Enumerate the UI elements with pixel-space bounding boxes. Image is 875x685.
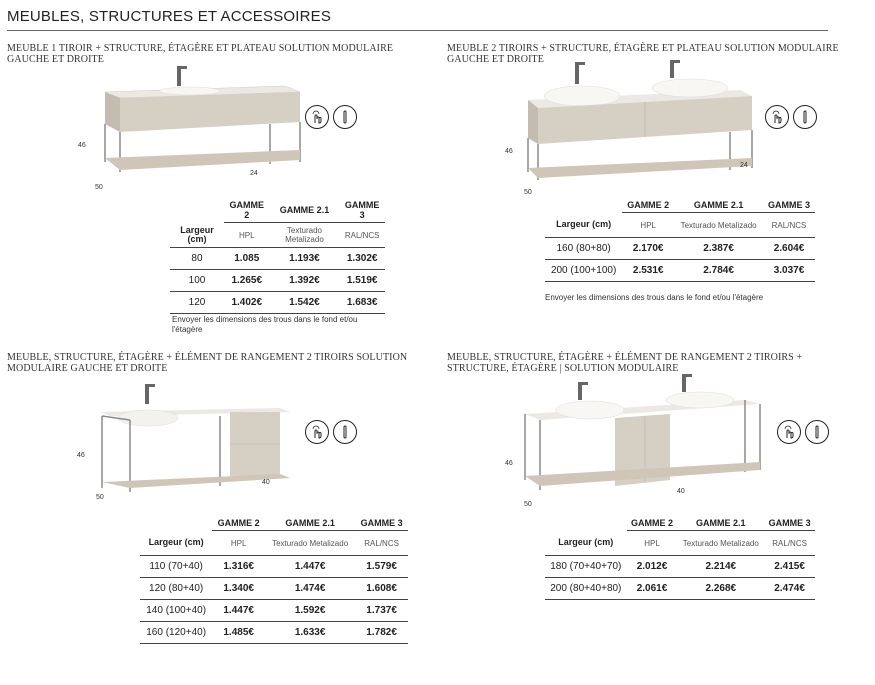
row-label: Largeur (cm) <box>545 213 622 238</box>
material: RAL/NCS <box>763 213 815 238</box>
handle-icon <box>793 105 817 129</box>
push-to-open-icon <box>777 420 801 444</box>
table-row: 160 (80+80) 2.170€ 2.387€ 2.604€ <box>545 238 815 260</box>
col-header: GAMME 2 <box>212 516 265 531</box>
col-header: GAMME 2.1 <box>674 198 763 213</box>
section-3 <box>7 352 427 374</box>
handle-icon <box>805 420 829 444</box>
table-row: 120 1.402€ 1.542€ 1.683€ <box>170 292 385 314</box>
icons-1 <box>305 105 357 129</box>
table-row: 140 (100+40) 1.447€ 1.592€ 1.737€ <box>140 600 408 622</box>
table-row: 100 1.265€ 1.392€ 1.519€ <box>170 270 385 292</box>
product-image-1 <box>95 62 305 177</box>
section-title: MEUBLE, STRUCTURE, ÉTAGÈRE + ÉLÉMENT DE RANGEMENT 2 TIROIRS SOLUTION MODULAIRE GAUCHE ET DROITE <box>7 352 408 374</box>
dim-depth: 40 <box>677 488 685 495</box>
push-to-open-icon <box>765 105 789 129</box>
icons-2 <box>765 105 817 129</box>
col-header: GAMME 2.1 <box>270 198 340 223</box>
section-4 <box>447 352 852 374</box>
col-header: GAMME 3 <box>764 516 815 531</box>
price-table-2 <box>545 198 815 282</box>
note-1: Envoyer les dimensions des trous dans le fond et/ou l'étagère <box>172 315 358 334</box>
push-to-open-icon <box>305 420 329 444</box>
dim-height: 46 <box>78 142 86 149</box>
col-header: GAMME 2 <box>224 198 270 223</box>
section-title: MEUBLE 1 TIROIR + STRUCTURE, ÉTAGÈRE ET PLATEAU SOLUTION MODULAIRE GAUCHE ET DROITE <box>7 43 394 65</box>
material: Texturado Metalizado <box>270 223 340 248</box>
price-table-3 <box>140 516 408 644</box>
col-header: GAMME 2 <box>627 516 678 531</box>
material: Texturado Metalizado <box>677 531 764 556</box>
table-row: 80 1.085 1.193€ 1.302€ <box>170 248 385 270</box>
table-row: 200 (100+100) 2.531€ 2.784€ 3.037€ <box>545 260 815 282</box>
dim-height: 46 <box>77 452 85 459</box>
col-header: GAMME 3 <box>339 198 385 223</box>
table-row: 180 (70+40+70) 2.012€ 2.214€ 2.415€ <box>545 556 815 578</box>
note-2: Envoyer les dimensions des trous dans le fond et/ou l'étagère <box>545 293 764 302</box>
section-title: MEUBLE 2 TIROIRS + STRUCTURE, ÉTAGÈRE ET PLATEAU SOLUTION MODULAIRE GAUCHE ET DROITE <box>447 43 839 65</box>
handle-icon <box>333 105 357 129</box>
handle-icon <box>333 420 357 444</box>
product-image-2 <box>520 60 760 185</box>
material: RAL/NCS <box>355 531 408 556</box>
dim-height: 46 <box>505 148 513 155</box>
push-to-open-icon <box>305 105 329 129</box>
table-row: 120 (80+40) 1.340€ 1.474€ 1.608€ <box>140 578 408 600</box>
dim-width: 50 <box>95 184 103 191</box>
material: HPL <box>212 531 265 556</box>
table-row: 110 (70+40) 1.316€ 1.447€ 1.579€ <box>140 556 408 578</box>
material: Texturado Metalizado <box>265 531 355 556</box>
row-label: Largeur (cm) <box>545 531 627 556</box>
page-title: MEUBLES, STRUCTURES ET ACCESSOIRES <box>7 8 332 25</box>
section-title: MEUBLE, STRUCTURE, ÉTAGÈRE + ÉLÉMENT DE RANGEMENT 2 TIROIRS + STRUCTURE, ÉTAGÈRE | SOLUTION MODULAIRE <box>447 352 803 374</box>
icons-3 <box>305 420 357 444</box>
material: HPL <box>622 213 674 238</box>
price-table-4 <box>545 516 815 600</box>
table-row: 160 (120+40) 1.485€ 1.633€ 1.782€ <box>140 622 408 644</box>
col-header: GAMME 2.1 <box>677 516 764 531</box>
dim-width: 50 <box>524 189 532 196</box>
material: HPL <box>224 223 270 248</box>
table-row: 200 (80+40+80) 2.061€ 2.268€ 2.474€ <box>545 578 815 600</box>
dim-width: 50 <box>96 494 104 501</box>
dim-depth: 24 <box>250 170 258 177</box>
material: RAL/NCS <box>764 531 815 556</box>
product-image-4 <box>520 372 765 497</box>
title-rule <box>7 30 828 31</box>
col-header: GAMME 3 <box>355 516 408 531</box>
col-header: GAMME 2 <box>622 198 674 213</box>
material: RAL/NCS <box>339 223 385 248</box>
price-table-1 <box>170 198 385 314</box>
icons-4 <box>777 420 829 444</box>
dim-height: 46 <box>505 460 513 467</box>
dim-depth: 40 <box>262 479 270 486</box>
row-label: Largeur (cm) <box>140 531 212 556</box>
material: HPL <box>627 531 678 556</box>
row-label: Largeur (cm) <box>170 223 224 248</box>
dim-width: 50 <box>524 501 532 508</box>
col-header: GAMME 2.1 <box>265 516 355 531</box>
dim-depth: 24 <box>740 162 748 169</box>
col-header: GAMME 3 <box>763 198 815 213</box>
material: Texturado Metalizado <box>674 213 763 238</box>
